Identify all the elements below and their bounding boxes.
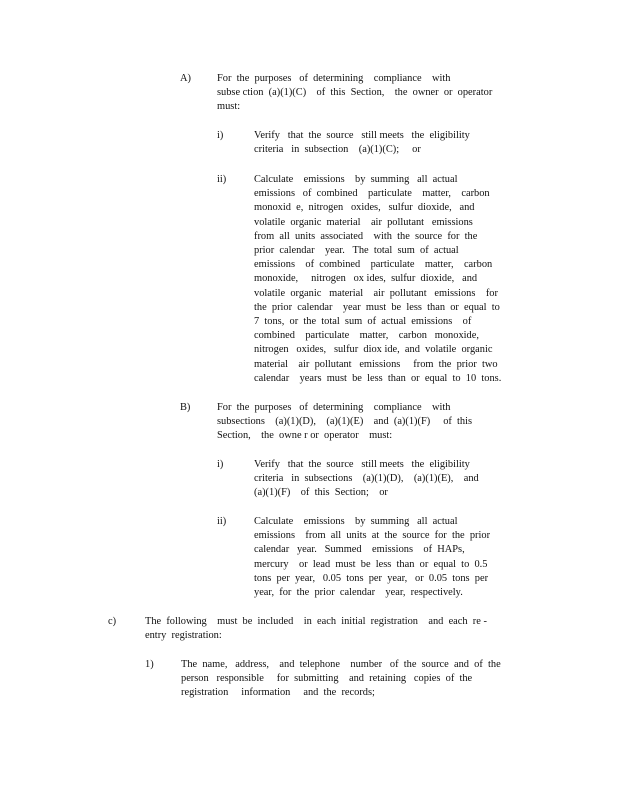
text-line: year, for the prior calendar year, respectively. [254, 587, 463, 599]
text-line: The following must be included in each initial registration and each re - [145, 616, 487, 627]
text-line: subsections (a)(1)(D), (a)(1)(E) and (a)(1)(F) of this [217, 416, 473, 428]
subsection-label-A-i: i) [217, 130, 224, 141]
section-c-text [145, 615, 487, 643]
text-line: subse ction (a)(1)(C) of this Section, the owner or operator [217, 87, 493, 99]
subsection-A-ii-text [254, 173, 501, 386]
text-line: emissions of combined particulate matter, carbon [254, 188, 490, 200]
text-line: volatile organic material air pollutant emissions for [254, 287, 498, 299]
text-line: prior calendar year. The total sum of actual [254, 245, 459, 257]
subsection-label-c-1: 1) [145, 659, 154, 670]
subsection-A-i-text [254, 129, 470, 157]
text-line: must: [217, 101, 241, 113]
text-line: tons per year, 0.05 tons per year, or 0.05 tons per [254, 572, 489, 584]
subsection-c-1-text [181, 658, 501, 701]
text-line: combined particulate matter, carbon monoxide, [254, 330, 479, 342]
text-line: emissions of combined particulate matter, carbon [254, 259, 493, 271]
subsection-B-i-text [254, 458, 479, 501]
text-line: registration information and the records; [181, 687, 375, 699]
text-line: calendar years must be less than or equal to 10 tons. [254, 372, 502, 384]
text-line: entry registration: [145, 630, 222, 642]
text-line: Calculate emissions by summing all actual [254, 516, 458, 527]
text-line: the prior calendar year must be less than or equal to [254, 301, 500, 313]
section-label-A: A) [180, 73, 191, 84]
text-line: mercury or lead must be less than or equal to 0.5 [254, 558, 488, 570]
text-line: monoxide, nitrogen ox ides, sulfur dioxide, and [254, 273, 478, 285]
text-line: Section, the owne r or operator must: [217, 430, 393, 442]
text-line: 7 tons, or the total sum of actual emissions of [254, 316, 472, 328]
section-B-text [217, 401, 472, 444]
text-line: material air pollutant emissions from the prior two [254, 358, 498, 370]
subsection-label-B-i: i) [217, 459, 224, 470]
section-A-text [217, 72, 492, 115]
text-line: volatile organic material air pollutant emissions [254, 216, 473, 228]
text-line: criteria in subsections (a)(1)(D), (a)(1)(E), and [254, 473, 479, 485]
text-line: calendar year. Summed emissions of HAPs, [254, 544, 465, 556]
text-line: person responsible for submitting and retaining copies of the [181, 673, 473, 685]
text-line: emissions from all units at the source for the prior [254, 530, 491, 542]
section-label-c: c) [108, 616, 117, 627]
section-label-B: B) [180, 402, 191, 413]
text-line: (a)(1)(F) of this Section; or [254, 487, 388, 499]
subsection-label-A-ii: ii) [217, 174, 227, 185]
text-line: For the purposes of determining compliance with [217, 402, 451, 413]
subsection-B-ii-text [254, 515, 490, 600]
text-line: monoxid e, nitrogen oxides, sulfur dioxide, and [254, 202, 475, 214]
subsection-label-B-ii: ii) [217, 516, 227, 527]
text-line: nitrogen oxides, sulfur diox ide, and volatile organic [254, 344, 493, 356]
text-line: The name, address, and telephone number of the source and of the [181, 659, 501, 670]
text-line: Verify that the source still meets the eligibility [254, 130, 470, 141]
text-line: Verify that the source still meets the eligibility [254, 459, 470, 470]
text-line: Calculate emissions by summing all actual [254, 174, 458, 185]
text-line: criteria in subsection (a)(1)(C); or [254, 144, 421, 156]
text-line: from all units associated with the source for the [254, 230, 478, 242]
text-line: For the purposes of determining compliance with [217, 73, 451, 84]
